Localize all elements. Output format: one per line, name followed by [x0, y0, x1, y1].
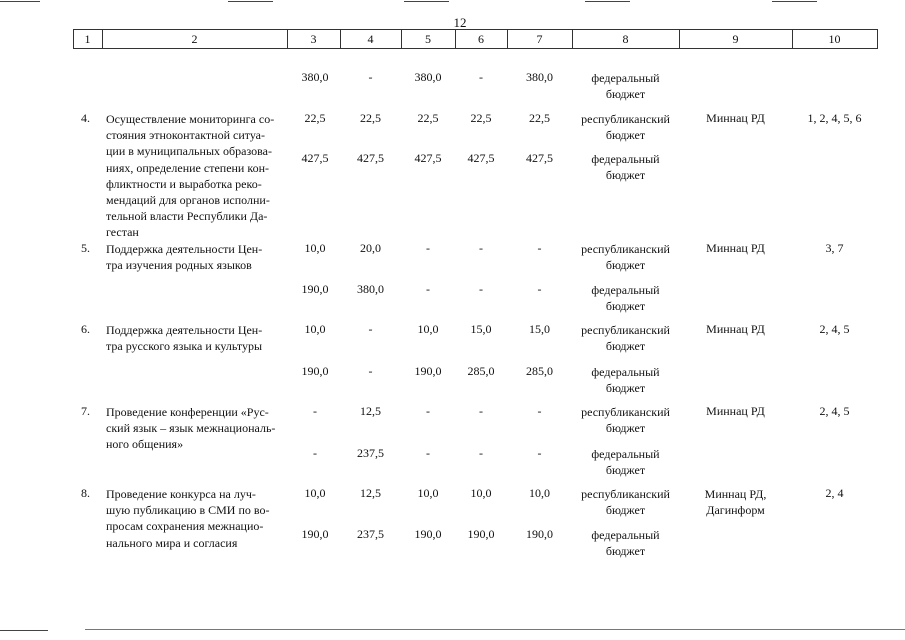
amount-cell: 237,5	[357, 446, 384, 460]
amount-cell: 427,5	[357, 151, 384, 165]
column-header: 6	[478, 32, 484, 46]
column-header: 9	[732, 32, 739, 46]
amount-cell: 22,5	[360, 111, 381, 125]
amount-cell: 380,0	[301, 70, 329, 84]
amount-cell: 10,0	[417, 322, 439, 336]
scan-mark	[228, 1, 273, 2]
amount-cell: 22,5	[417, 111, 439, 125]
measure-title: Поддержка деятельности Цен- тра русского языка и культуры	[106, 323, 263, 354]
executor: Миннац РД	[706, 404, 765, 418]
amount-cell: 10,0	[304, 241, 326, 255]
amount-cell: 237,5	[357, 527, 384, 541]
task-refs: 1, 2, 4, 5, 6	[807, 111, 862, 125]
scan-mark	[404, 1, 449, 2]
amount-cell: -	[537, 404, 542, 418]
amount-cell: -	[479, 70, 483, 84]
amount-cell: -	[479, 446, 483, 460]
amount-cell: -	[368, 70, 373, 84]
amount-cell: 22,5	[304, 111, 326, 125]
amount-cell: 427,5	[467, 151, 495, 165]
amount-cell: 15,0	[470, 322, 492, 336]
funding-source: федеральный бюджет	[591, 447, 660, 478]
column-header: 1	[84, 32, 91, 46]
amount-cell: 285,0	[467, 364, 495, 378]
amount-cell: 427,5	[301, 151, 329, 165]
task-refs: 2, 4	[825, 486, 844, 500]
amount-cell: 190,0	[301, 282, 329, 296]
amount-cell: -	[426, 282, 430, 296]
row-number: 6.	[81, 322, 90, 336]
amount-cell: -	[313, 446, 317, 460]
scan-mark	[85, 629, 905, 630]
task-refs: 3, 7	[825, 241, 844, 255]
amount-cell: -	[426, 446, 430, 460]
column-header: 2	[191, 32, 198, 46]
row-number: 7.	[81, 404, 90, 418]
scan-mark	[0, 1, 40, 2]
measure-title: Проведение конференции «Рус- ский язык – язык межнациональ- ного общения»	[106, 405, 276, 452]
amount-cell: 190,0	[414, 527, 442, 541]
amount-cell: -	[426, 404, 430, 418]
funding-source: федеральный бюджет	[591, 528, 660, 559]
amount-cell: 10,0	[304, 486, 326, 500]
executor: Миннац РД, Дагинформ	[704, 487, 767, 518]
amount-cell: -	[368, 364, 373, 378]
amount-cell: 190,0	[526, 527, 553, 541]
amount-cell: 20,0	[360, 241, 381, 255]
executor: Миннац РД	[706, 322, 765, 336]
funding-source: федеральный бюджет	[591, 152, 660, 183]
executor: Миннац РД	[706, 241, 765, 255]
amount-cell: 22,5	[529, 111, 550, 125]
amount-cell: -	[479, 282, 483, 296]
amount-cell: 10,0	[304, 322, 326, 336]
funding-source: республиканский бюджет	[581, 323, 670, 354]
amount-cell: 190,0	[301, 527, 329, 541]
amount-cell: 427,5	[414, 151, 442, 165]
amount-cell: -	[537, 282, 542, 296]
row-number: 4.	[81, 111, 90, 125]
amount-cell: -	[426, 241, 430, 255]
amount-cell: 380,0	[414, 70, 442, 84]
column-header: 7	[536, 32, 543, 46]
amount-cell: 285,0	[526, 364, 553, 378]
measure-title: Проведение конкурса на луч- шую публикацию в СМИ по во- просам сохранения межнацио- нального мира и согласия	[106, 487, 270, 550]
amount-cell: 22,5	[470, 111, 492, 125]
amount-cell: -	[479, 404, 483, 418]
amount-cell: 427,5	[526, 151, 553, 165]
funding-source: республиканский бюджет	[581, 405, 670, 436]
amount-cell: -	[537, 446, 542, 460]
page-number: 12	[453, 15, 467, 30]
funding-source: республиканский бюджет	[581, 242, 670, 273]
header-bottom-rule	[73, 48, 878, 49]
column-header: 3	[310, 32, 317, 46]
amount-cell: 10,0	[529, 486, 550, 500]
amount-cell: 190,0	[414, 364, 442, 378]
row-number: 8.	[81, 486, 90, 500]
amount-cell: -	[368, 322, 373, 336]
amount-cell: 12,5	[360, 486, 381, 500]
amount-cell: -	[479, 241, 483, 255]
scan-mark	[585, 1, 630, 2]
funding-source: республиканский бюджет	[581, 487, 670, 518]
amount-cell: 10,0	[470, 486, 492, 500]
column-header: 10	[828, 32, 841, 46]
amount-cell: 190,0	[301, 364, 329, 378]
funding-source: федеральный бюджет	[591, 283, 660, 314]
amount-cell: -	[313, 404, 317, 418]
column-header: 5	[425, 32, 431, 46]
amount-cell: 190,0	[467, 527, 495, 541]
funding-source: федеральный бюджет	[591, 71, 660, 102]
task-refs: 2, 4, 5	[819, 404, 850, 418]
amount-cell: 12,5	[360, 404, 381, 418]
header-divider	[877, 29, 878, 48]
column-header: 4	[367, 32, 374, 46]
scan-mark	[772, 1, 817, 2]
measure-title: Поддержка деятельности Цен- тра изучения родных языков	[106, 242, 263, 273]
amount-cell: -	[537, 241, 542, 255]
scan-mark	[0, 630, 48, 631]
measure-title: Осуществление мониторинга со- стояния этноконтактной ситуа- ции в муниципальных образова- ниях, определение степени кон- фликтности и выработка реко- мендаций для органов исполни- тельной власти Республики Да- гестан	[106, 112, 275, 240]
funding-source: республиканский бюджет	[581, 112, 670, 143]
task-refs: 2, 4, 5	[819, 322, 850, 336]
executor: Миннац РД	[706, 111, 765, 125]
row-number: 5.	[81, 241, 90, 255]
header-top-rule	[73, 29, 878, 30]
amount-cell: 15,0	[529, 322, 550, 336]
amount-cell: 380,0	[526, 70, 553, 84]
funding-source: федеральный бюджет	[591, 365, 660, 396]
amount-cell: 10,0	[417, 486, 439, 500]
column-header: 8	[622, 32, 629, 46]
amount-cell: 380,0	[357, 282, 384, 296]
